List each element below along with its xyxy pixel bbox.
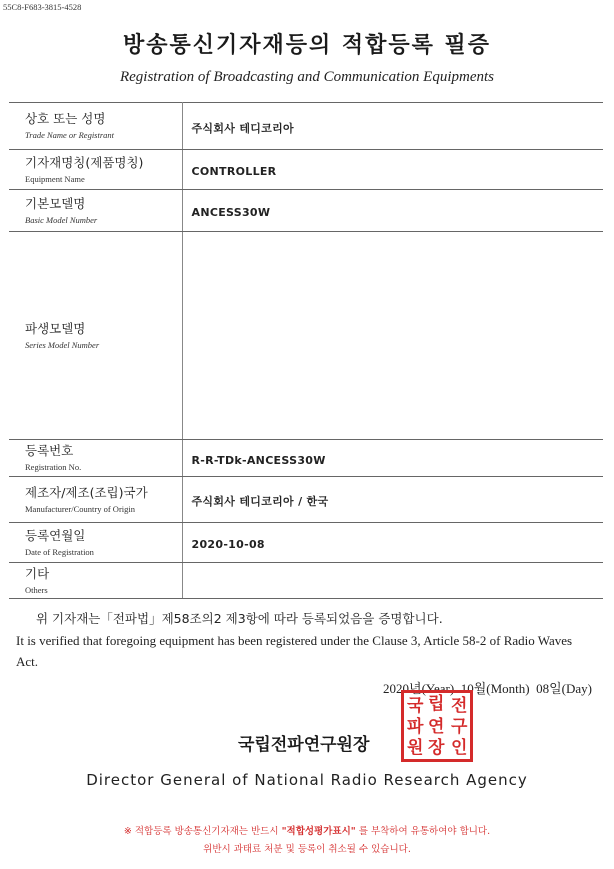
label-korean: 등록번호 <box>25 443 74 458</box>
value-cell <box>182 523 603 563</box>
label-english: Others <box>25 584 48 595</box>
title-korean: 방송통신기자재등의 적합등록 필증 <box>122 33 492 58</box>
label-english: Date of Registration <box>25 546 94 557</box>
seal-char: 립 <box>428 694 445 714</box>
row-registration-date <box>9 523 603 563</box>
label-korean: 기자재명칭(제품명칭) <box>25 154 144 170</box>
label-korean: 기본모델명 <box>25 195 86 211</box>
date-year-unit: 년(Year) <box>409 681 455 696</box>
row-equipment-name <box>9 150 603 190</box>
notice-line-1 <box>0 823 614 837</box>
date-day: 08 <box>536 681 550 696</box>
registration-table <box>9 102 603 599</box>
row-series-model <box>9 232 603 440</box>
label-english: Trade Name or Registrant <box>25 130 115 140</box>
label-english: Manufacturer/Country of Origin <box>25 503 135 514</box>
label-english: Series Model Number <box>25 339 100 350</box>
value-cell <box>182 190 603 232</box>
value-cell <box>182 440 603 477</box>
date-month: 10 <box>460 681 474 696</box>
value-registration-date: 2020-10-08 <box>191 538 265 551</box>
label-korean: 제조자/제조(조립)국가 <box>25 484 148 500</box>
label-english: Basic Model Number <box>25 214 98 225</box>
seal-char: 장 <box>428 738 445 758</box>
label-cell <box>9 150 182 190</box>
signer-korean: 국립전파연구원장 <box>238 735 370 755</box>
label-korean: 파생모델명 <box>25 320 86 336</box>
label-korean: 상호 또는 성명 <box>25 111 106 126</box>
date-day-unit: 일(Day) <box>549 681 592 696</box>
value-basic-model: ANCESS30W <box>191 206 271 219</box>
row-basic-model <box>9 190 603 232</box>
seal-char: 전 <box>451 696 468 716</box>
value-registrant: 주식회사 테디코리아 <box>191 121 294 135</box>
row-registrant <box>9 103 603 150</box>
row-others <box>9 563 603 599</box>
document-id: 55C8-F683-3815-4528 <box>3 2 82 12</box>
label-cell <box>9 523 182 563</box>
row-manufacturer <box>9 477 603 523</box>
label-english: Registration No. <box>25 462 82 472</box>
value-manufacturer: 주식회사 테디코리아 / 한국 <box>191 495 329 508</box>
certification-english: It is verified that foregoing equipment has been registered under the Clause 3, Article 58-2 of Radio Waves Act. <box>16 633 573 669</box>
notice-line-2: 위반시 과태료 처분 및 등록이 취소될 수 있습니다. <box>203 844 411 855</box>
label-cell <box>9 440 182 477</box>
value-registration-no: R-R-TDk-ANCESS30W <box>191 453 326 467</box>
signer-english: Director General of National Radio Research Agency <box>86 771 528 789</box>
seal-char: 연 <box>428 717 445 737</box>
value-cell <box>182 150 603 190</box>
label-cell <box>9 190 182 232</box>
seal-char: 구 <box>451 717 468 737</box>
notice-suffix: 를 부착하여 유통하여야 합니다. <box>358 826 491 837</box>
label-cell <box>9 103 182 150</box>
seal-char: 원 <box>407 738 424 758</box>
title-english: Registration of Broadcasting and Communication Equipments <box>119 69 494 85</box>
seal-char: 국 <box>407 696 424 716</box>
label-korean: 등록연월일 <box>25 527 86 543</box>
seal-char: 인 <box>451 738 468 758</box>
date-year: 2020 <box>383 681 410 696</box>
label-cell <box>9 477 182 523</box>
value-cell <box>182 103 603 150</box>
row-registration-no <box>9 440 603 477</box>
notice-prefix: ※ 적합등록 방송통신기자재는 반드시 <box>123 826 279 837</box>
conformity-mark-text: "적합성평가표시" <box>281 826 356 837</box>
label-cell <box>9 232 182 440</box>
seal-char: 파 <box>407 717 424 737</box>
value-cell <box>182 477 603 523</box>
value-cell <box>182 563 603 599</box>
value-equipment-name: CONTROLLER <box>191 165 277 178</box>
label-english: Equipment Name <box>25 173 85 184</box>
certification-korean: 위 기자재는「전파법」제58조의2 제3항에 따라 등록되었음을 증명합니다. <box>36 611 443 626</box>
label-korean: 기타 <box>25 565 50 581</box>
value-cell <box>182 232 603 440</box>
official-seal <box>401 690 473 762</box>
label-cell <box>9 563 182 599</box>
date-month-unit: 월(Month) <box>473 681 530 696</box>
